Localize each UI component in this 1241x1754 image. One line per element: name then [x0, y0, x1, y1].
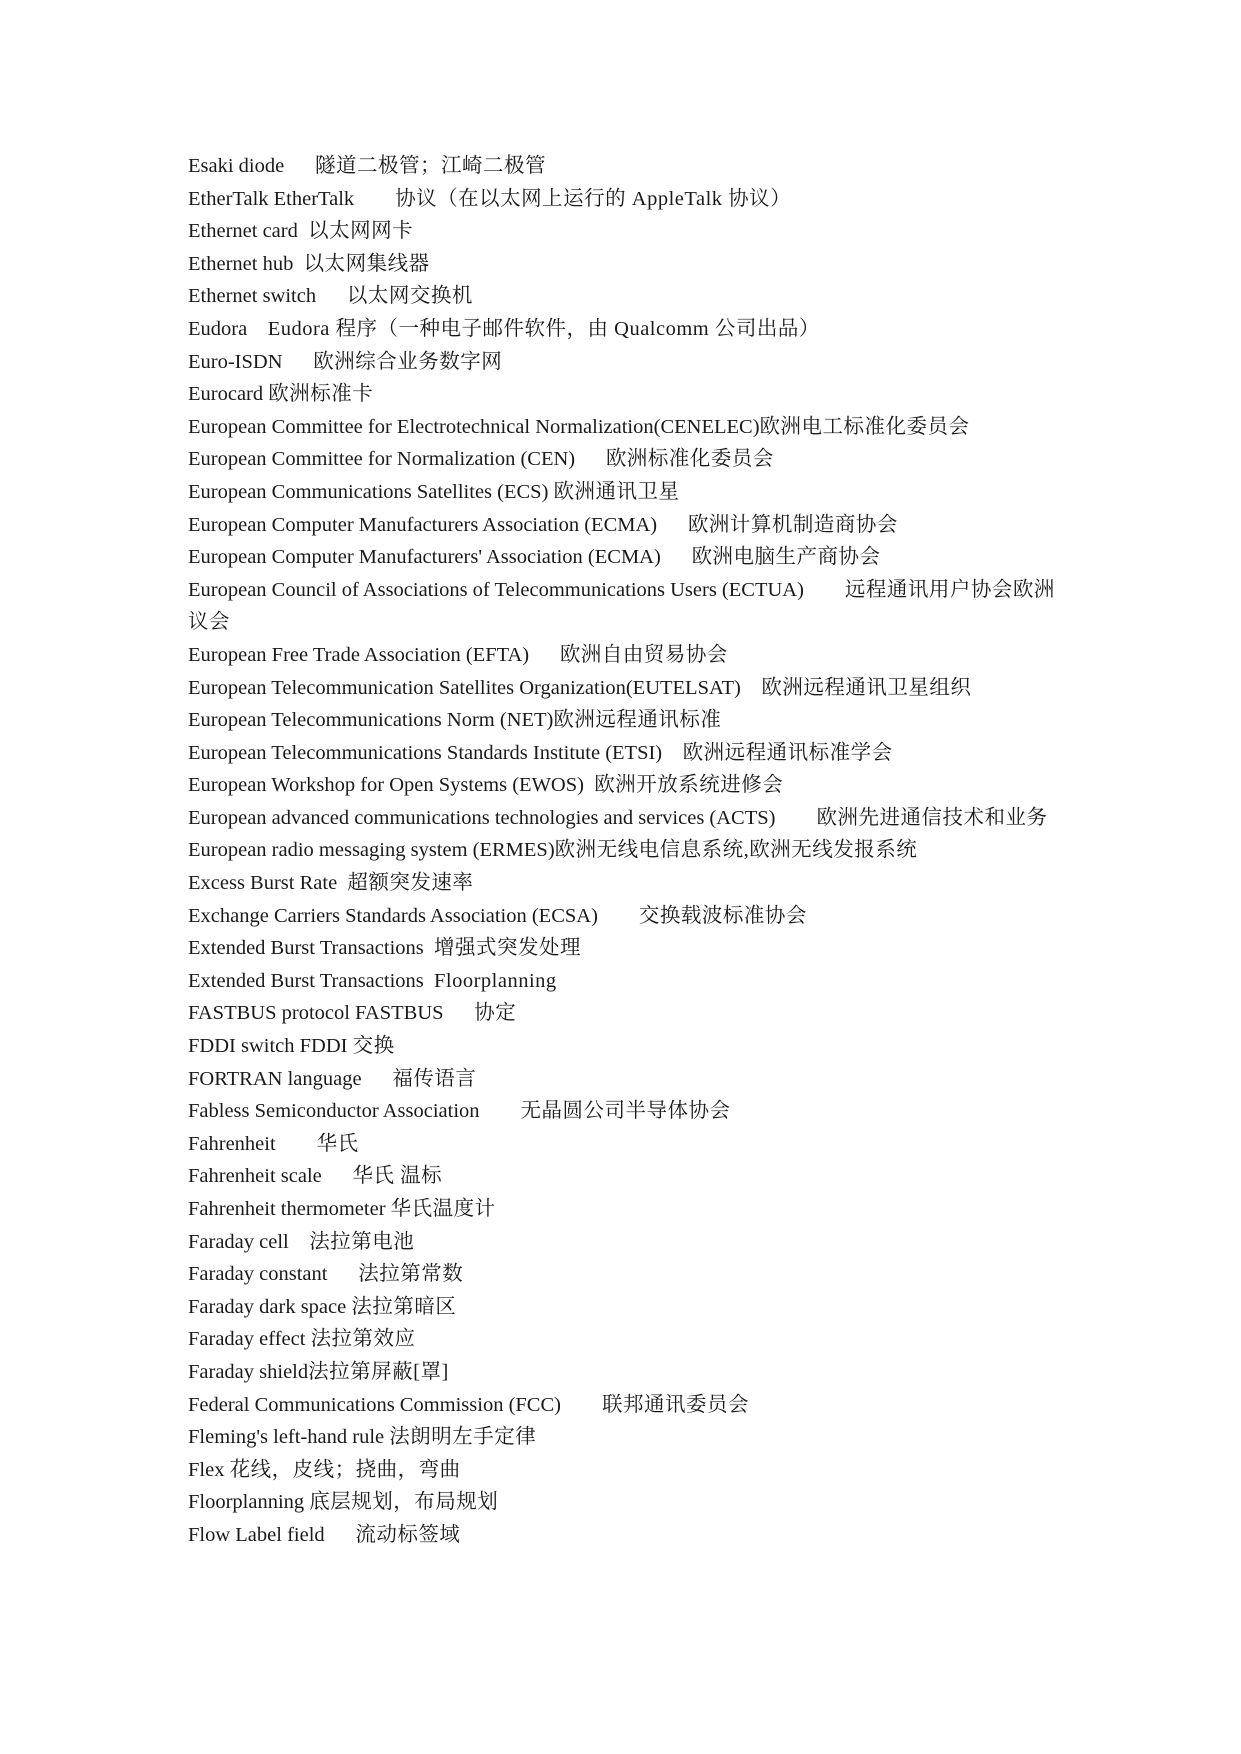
entry-translation: 欧洲自由贸易协会: [559, 643, 728, 666]
entry-term: Faraday dark space: [188, 1295, 347, 1318]
entry-term: Fabless Semiconductor Association: [188, 1100, 480, 1123]
entry-term: Fahrenheit: [188, 1132, 276, 1155]
entry-term: Excess Burst Rate: [188, 872, 338, 895]
entry-translation: 超额突发速率: [347, 872, 474, 895]
entry-term: Flow Label field: [188, 1523, 325, 1546]
entry-spacer: [276, 1133, 317, 1155]
entry-term: European Computer Manufacturers' Association (ECMA): [188, 546, 661, 569]
glossary-entries: [188, 150, 1068, 1552]
entry-term: European Committee for Normalization (CEN): [188, 448, 576, 471]
entry-term: Ethernet switch: [188, 285, 317, 308]
entry-translation: 协定: [474, 1002, 517, 1025]
entry-spacer: [598, 905, 639, 927]
entry-term: European Communications Satellites (ECS): [188, 480, 549, 503]
entry-spacer: [444, 1002, 475, 1024]
glossary-entry: [188, 280, 1068, 313]
entry-translation: 欧洲远程通讯标准: [553, 709, 722, 732]
entry-translation: 增强式突发处理: [434, 937, 581, 960]
entry-translation: 以太网网卡: [308, 220, 414, 243]
entry-spacer: [424, 937, 434, 959]
entry-term: Faraday shield: [188, 1360, 309, 1383]
glossary-entry: [188, 1389, 1068, 1422]
entry-translation: 欧洲远程通讯标准学会: [682, 741, 893, 764]
entry-translation: 欧洲无线电信息系统,欧洲无线发报系统: [554, 839, 918, 862]
glossary-entry: [188, 1160, 1068, 1193]
entry-spacer: [293, 253, 303, 275]
entry-translation: Eudora 程序（一种电子邮件软件，由 Qualcomm 公司出品）: [267, 317, 820, 340]
entry-term: Extended Burst Transactions: [188, 937, 424, 960]
entry-term: FDDI switch FDDI: [188, 1035, 348, 1058]
entry-translation: 欧洲标准卡: [268, 383, 374, 406]
glossary-entry: [188, 867, 1068, 900]
entry-translation: 协议（在以太网上运行的 AppleTalk 协议）: [395, 187, 792, 210]
glossary-entry: [188, 965, 1068, 998]
glossary-entry: [188, 1356, 1068, 1389]
entry-term: FASTBUS protocol FASTBUS: [188, 1002, 444, 1025]
entry-translation: 欧洲电脑生产商协会: [691, 546, 881, 569]
glossary-entry: [188, 1486, 1068, 1519]
entry-translation: 以太网集线器: [303, 252, 430, 275]
glossary-entry: [188, 215, 1068, 248]
entry-translation: 法拉第屏蔽[罩]: [308, 1360, 449, 1383]
entry-translation: 欧洲先进通信技术和业务: [816, 806, 1048, 829]
entry-term: European Council of Associations of Telecommunications Users (ECTUA): [188, 578, 804, 601]
entry-term: European Committee for Electrotechnical Normalization(CENELEC): [188, 415, 760, 438]
entry-spacer: [354, 188, 395, 210]
entry-translation: 远程通讯用户协会欧洲议会: [188, 578, 1055, 634]
entry-term: Federal Communications Commission (FCC): [188, 1393, 561, 1416]
entry-spacer: [584, 774, 594, 796]
glossary-entry: [188, 541, 1068, 574]
glossary-entry: [188, 1323, 1068, 1356]
glossary-entry: [188, 1030, 1068, 1063]
entry-term: Faraday constant: [188, 1263, 328, 1286]
entry-term: Ethernet hub: [188, 252, 294, 275]
entry-term: FORTRAN language: [188, 1067, 362, 1090]
entry-term: EtherTalk EtherTalk: [188, 187, 355, 210]
entry-term: European Telecommunications Standards Institute (ETSI): [188, 741, 663, 764]
glossary-entry: [188, 1421, 1068, 1454]
glossary-entry: [188, 834, 1068, 867]
entry-spacer: [322, 1165, 353, 1187]
entry-translation: 法朗明左手定律: [389, 1426, 537, 1449]
entry-term: European Free Trade Association (EFTA): [188, 643, 530, 666]
glossary-entry: [188, 1063, 1068, 1096]
entry-spacer: [804, 579, 845, 601]
entry-spacer: [289, 1231, 310, 1253]
glossary-entry: [188, 997, 1068, 1030]
entry-spacer: [284, 155, 315, 177]
entry-term: European radio messaging system (ERMES): [188, 839, 555, 862]
entry-spacer: [362, 1068, 393, 1090]
entry-spacer: [657, 514, 688, 536]
glossary-entry: [188, 1095, 1068, 1128]
entry-term: Esaki diode: [188, 155, 285, 177]
entry-term: European Computer Manufacturers Association (ECMA): [188, 513, 658, 536]
entry-term: European advanced communications technologies and services (ACTS): [188, 806, 776, 829]
entry-translation: 华氏温度计: [390, 1198, 496, 1220]
entry-translation: 欧洲开放系统进修会: [594, 774, 784, 797]
entry-translation: 花线，皮线；挠曲，弯曲: [229, 1458, 461, 1481]
entry-term: Fahrenheit scale: [188, 1165, 322, 1188]
entry-term: Extended Burst Transactions: [188, 969, 424, 992]
entry-term: Flex: [188, 1458, 225, 1481]
entry-spacer: [661, 546, 692, 568]
glossary-entry: [188, 1258, 1068, 1291]
glossary-entry: [188, 248, 1068, 281]
entry-spacer: [337, 872, 347, 894]
entry-translation: 欧洲电工标准化委员会: [759, 415, 970, 438]
entry-translation: 欧洲通讯卫星: [553, 480, 680, 503]
entry-term: Fleming's left-hand rule: [188, 1426, 385, 1449]
entry-translation: 法拉第暗区: [351, 1295, 457, 1318]
entry-term: Fahrenheit thermometer: [188, 1198, 386, 1220]
entry-term: Exchange Carriers Standards Association (ECSA): [188, 904, 598, 927]
glossary-entry: [188, 574, 1068, 639]
entry-term: Ethernet card: [188, 220, 298, 243]
entry-translation: 华氏: [316, 1132, 359, 1155]
glossary-entry: [188, 150, 1068, 183]
entry-spacer: [424, 970, 434, 992]
glossary-entry: [188, 378, 1068, 411]
entry-spacer: [283, 351, 314, 373]
entry-spacer: [561, 1394, 602, 1416]
entry-translation: 欧洲远程通讯卫星组织: [761, 676, 972, 699]
glossary-entry: [188, 346, 1068, 379]
glossary-entry: [188, 672, 1068, 705]
glossary-entry: [188, 1193, 1068, 1226]
entry-spacer: [529, 644, 560, 666]
entry-term: Eurocard: [188, 383, 264, 406]
entry-term: European Telecommunications Norm (NET): [188, 709, 554, 732]
entry-spacer: [741, 677, 762, 699]
entry-term: Eudora: [188, 317, 248, 340]
glossary-entry: [188, 639, 1068, 672]
entry-term: Faraday effect: [188, 1328, 306, 1351]
entry-spacer: [775, 807, 816, 829]
entry-translation: 交换: [352, 1035, 395, 1058]
entry-translation: 欧洲计算机制造商协会: [687, 513, 898, 536]
glossary-entry: [188, 932, 1068, 965]
entry-translation: 无晶圆公司半导体协会: [520, 1100, 731, 1123]
entry-translation: 福传语言: [392, 1067, 477, 1090]
glossary-entry: [188, 509, 1068, 542]
glossary-entry: [188, 704, 1068, 737]
entry-spacer: [662, 742, 683, 764]
entry-spacer: [298, 220, 308, 242]
entry-translation: 以太网交换机: [346, 285, 473, 308]
entry-translation: 华氏 温标: [352, 1165, 443, 1188]
glossary-entry: [188, 737, 1068, 770]
glossary-entry: [188, 411, 1068, 444]
entry-translation: Floorplanning: [434, 969, 557, 992]
glossary-entry: [188, 443, 1068, 476]
entry-translation: 欧洲综合业务数字网: [313, 350, 503, 373]
entry-translation: 流动标签域: [355, 1523, 461, 1546]
entry-translation: 法拉第效应: [310, 1328, 416, 1351]
entry-spacer: [575, 448, 606, 470]
entry-translation: 法拉第电池: [309, 1230, 415, 1253]
entry-term: Floorplanning: [188, 1491, 305, 1514]
glossary-entry: [188, 476, 1068, 509]
entry-translation: 欧洲标准化委员会: [605, 448, 774, 471]
entry-spacer: [480, 1100, 521, 1122]
entry-spacer: [327, 1263, 358, 1285]
glossary-entry: [188, 313, 1068, 346]
glossary-entry: [188, 1128, 1068, 1161]
glossary-entry: [188, 802, 1068, 835]
glossary-entry: [188, 1226, 1068, 1259]
glossary-entry: [188, 1519, 1068, 1552]
entry-spacer: [247, 318, 268, 340]
entry-term: Euro-ISDN: [188, 350, 283, 373]
entry-translation: 交换载波标准协会: [638, 904, 807, 927]
entry-translation: 底层规划，布局规划: [309, 1491, 499, 1514]
entry-translation: 法拉第常数: [358, 1263, 464, 1286]
entry-spacer: [316, 285, 347, 307]
glossary-entry: [188, 1291, 1068, 1324]
entry-translation: 隧道二极管；江崎二极管: [314, 155, 546, 177]
glossary-entry: [188, 769, 1068, 802]
entry-translation: 联邦通讯委员会: [601, 1393, 749, 1416]
entry-term: Faraday cell: [188, 1230, 289, 1253]
entry-term: European Workshop for Open Systems (EWOS): [188, 774, 584, 797]
glossary-entry: [188, 183, 1068, 216]
entry-spacer: [325, 1524, 356, 1546]
entry-term: European Telecommunication Satellites Organization(EUTELSAT): [188, 676, 741, 699]
glossary-entry: [188, 1454, 1068, 1487]
glossary-entry: [188, 900, 1068, 933]
